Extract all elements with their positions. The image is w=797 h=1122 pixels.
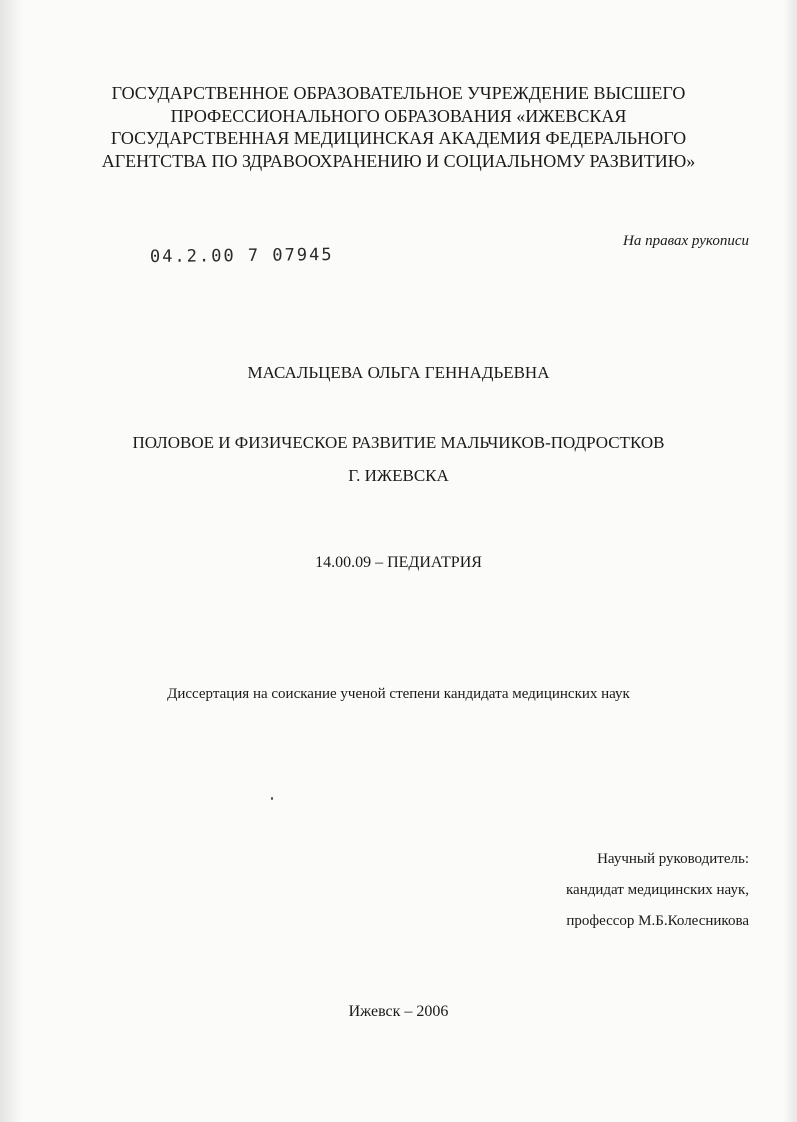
institution-line: ГОСУДАРСТВЕННОЕ ОБРАЗОВАТЕЛЬНОЕ УЧРЕЖДЕНИЕ ВЫСШЕГО: [111, 83, 686, 103]
specialty-code: 14.00.09 – ПЕДИАТРИЯ: [315, 554, 482, 571]
supervisor-line: Научный руководитель:: [597, 851, 749, 867]
dissertation-title: [0, 426, 797, 492]
city-year: Ижевск – 2006: [348, 1003, 449, 1020]
institution-line: АГЕНТСТВА ПО ЗДРАВООХРАНЕНИЮ И СОЦИАЛЬНОМУ РАЗВИТИЮ»: [101, 150, 696, 171]
institution-line: ГОСУДАРСТВЕННАЯ МЕДИЦИНСКАЯ АКАДЕМИЯ ФЕДЕРАЛЬНОГО: [110, 128, 687, 148]
title-line: Г. ИЖЕВСКА: [348, 466, 449, 485]
supervisor-block: [566, 844, 749, 937]
institution-line: ПРОФЕССИОНАЛЬНОГО ОБРАЗОВАНИЯ «ИЖЕВСКАЯ: [170, 105, 627, 126]
author-name: МАСАЛЬЦЕВА ОЛЬГА ГЕННАДЬЕВНА: [247, 363, 550, 382]
rights-note: На правах рукописи: [623, 233, 749, 249]
supervisor-line: кандидат медицинских наук,: [566, 882, 749, 898]
registration-stamp: 04.2.00 7 07945: [149, 245, 334, 267]
institution-header: [0, 82, 797, 172]
scan-speck: [271, 797, 273, 800]
supervisor-line: профессор М.Б.Колесникова: [566, 913, 749, 929]
title-line: ПОЛОВОЕ И ФИЗИЧЕСКОЕ РАЗВИТИЕ МАЛЬЧИКОВ-ПОДРОСТКОВ: [132, 433, 665, 452]
dissertation-type: Диссертация на соискание ученой степени кандидата медицинских наук: [167, 686, 630, 702]
